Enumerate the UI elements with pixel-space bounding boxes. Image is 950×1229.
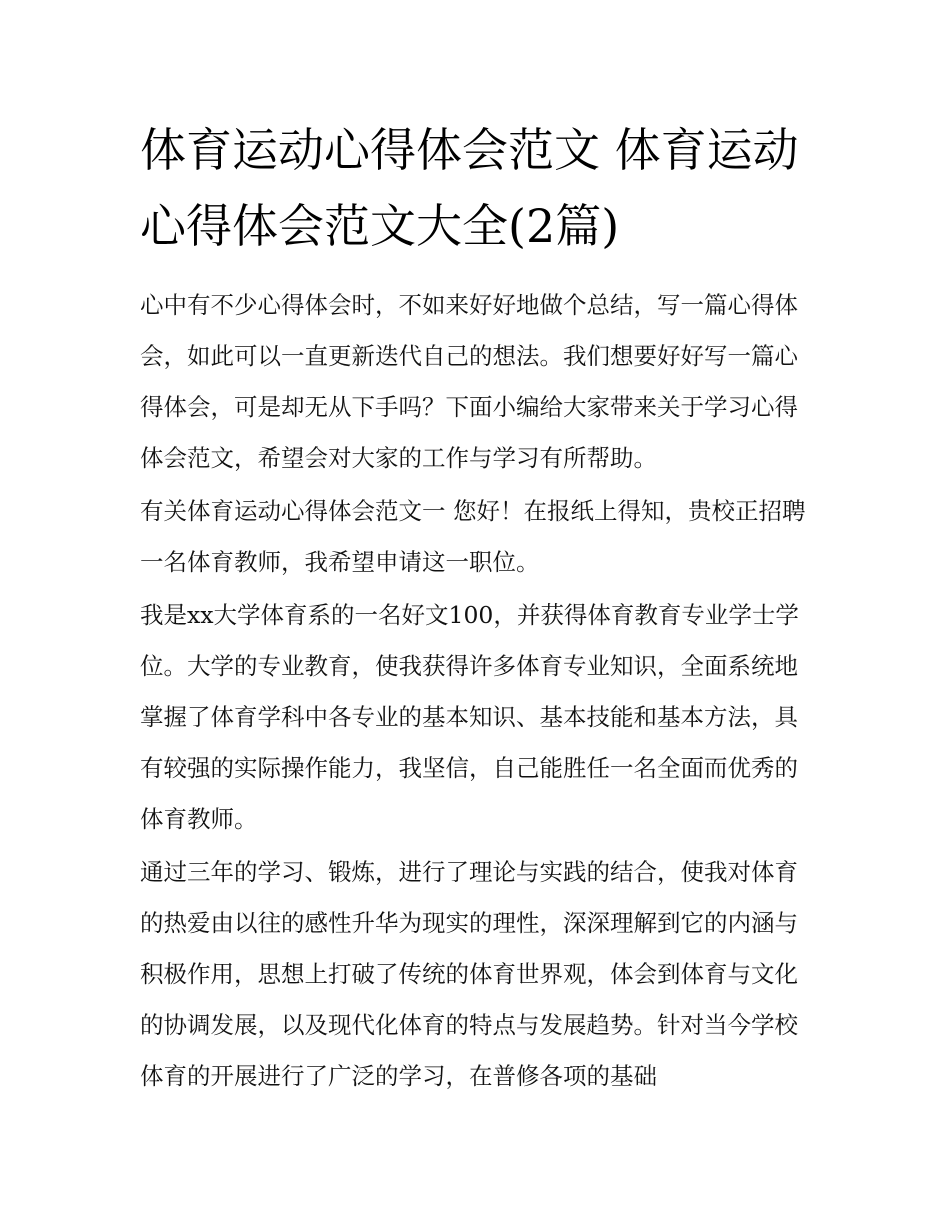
document-title: 体育运动心得体会范文 体育运动心得体会范文大全(2篇) xyxy=(140,123,799,253)
paragraph-application: 有关体育运动心得体会范文一 您好！在报纸上得知，贵校正招聘一名体育教师，我希望申请这一职位。 xyxy=(140,497,806,576)
paragraph-education: 我是xx大学体育系的一名好文100，并获得体育教育专业学士学位。大学的专业教育，使我获得许多体育专业知识，全面系统地掌握了体育学科中各专业的基本知识、基本技能和基本方法，具有较强的实际操作能力，我坚信，自己能胜任一名全面而优秀的体育教师。 xyxy=(140,601,799,833)
paragraph-experience: 通过三年的学习、锻炼，进行了理论与实践的结合，使我对体育的热爱由以往的感性升华为现实的理性，深深理解到它的内涵与积极作用，思想上打破了传统的体育世界观，体会到体育与文化的协调发展，以及现代化体育的特点与发展趋势。针对当今学校体育的开展进行了广泛的学习，在普修各项的基础 xyxy=(140,858,798,1090)
document-body xyxy=(140,280,820,1104)
paragraph-intro: 心中有不少心得体会时，不如来好好地做个总结，写一篇心得体会，如此可以一直更新迭代自己的想法。我们想要好好写一篇心得体会，可是却无从下手吗？下面小编给大家带来关于学习心得体会范文，希望会对大家的工作与学习有所帮助。 xyxy=(140,291,798,472)
